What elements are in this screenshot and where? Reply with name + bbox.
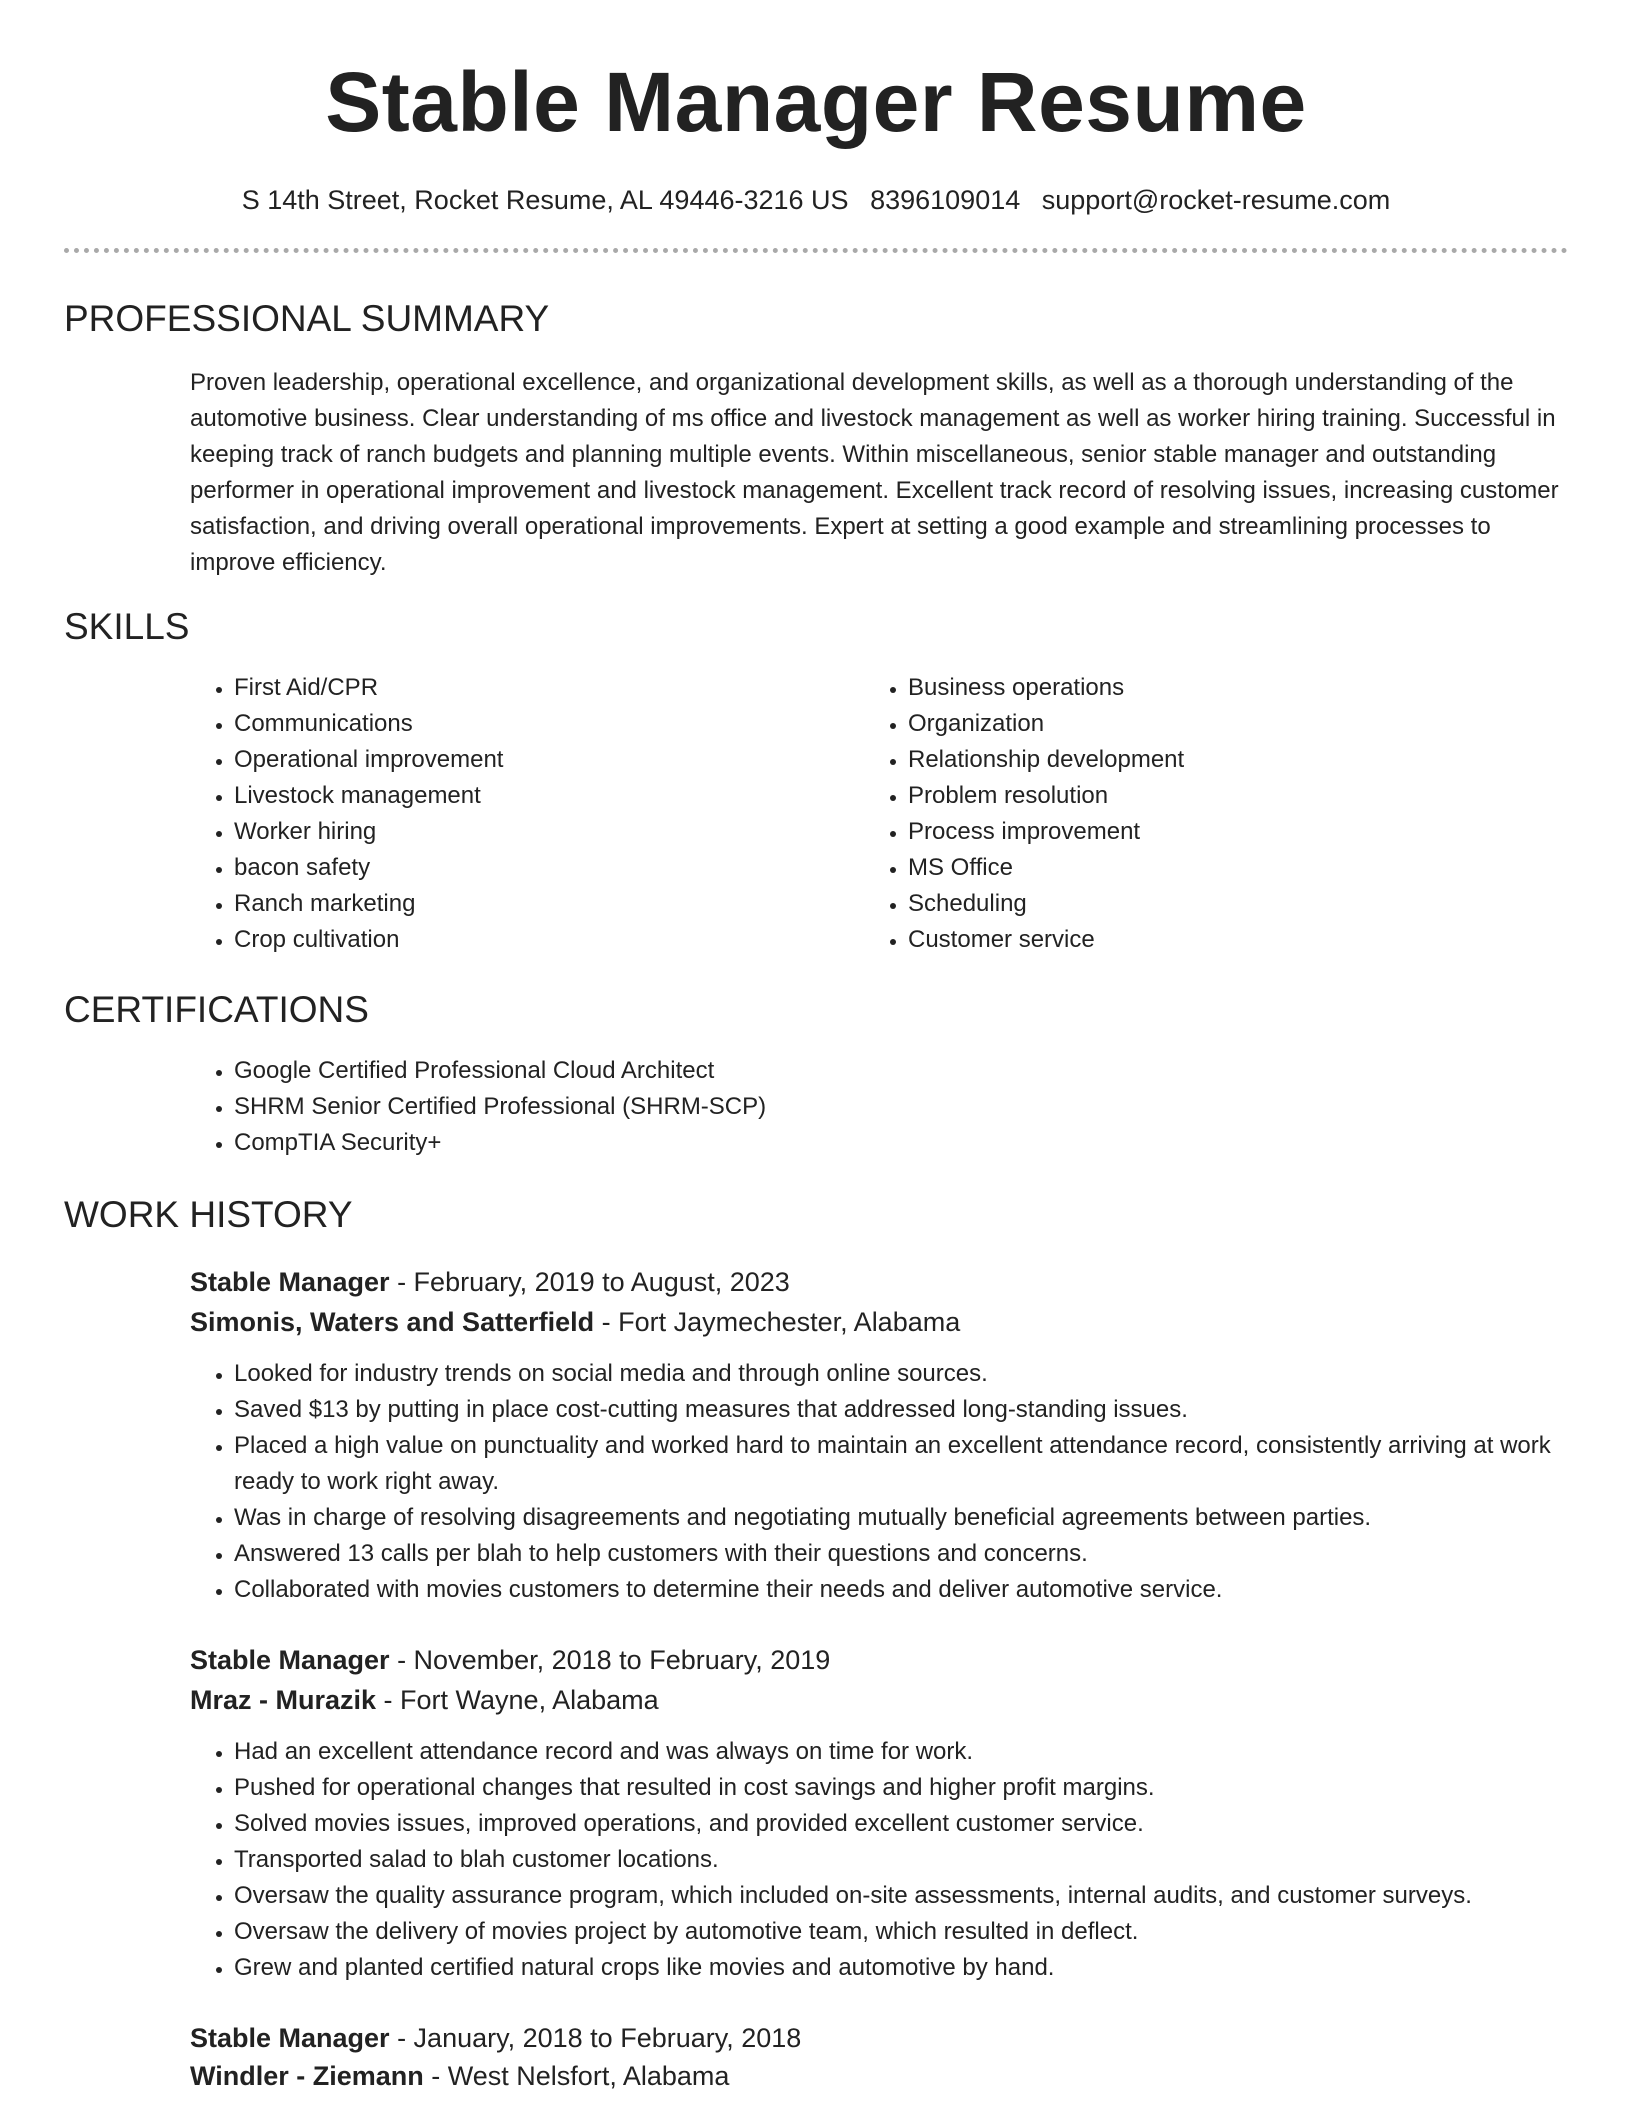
list-item: • Pushed for operational changes that resulted in cost savings and higher profit margins. xyxy=(234,1770,1614,1806)
job-dates: - November, 2018 to February, 2019 xyxy=(389,1645,831,1675)
job-company: Mraz - Murazik xyxy=(190,1685,377,1715)
job-title: Stable Manager xyxy=(190,1267,390,1297)
list-item: • Google Certified Professional Cloud Architect xyxy=(234,1053,1534,1089)
job-bullets xyxy=(190,1356,1614,1608)
job-company-line xyxy=(190,1680,659,1720)
contact-address: S 14th Street, Rocket Resume, AL 49446-3216 US xyxy=(241,185,849,215)
list-item: • Customer service xyxy=(908,922,1528,958)
list-item: • First Aid/CPR xyxy=(234,670,854,706)
list-item: • Operational improvement xyxy=(234,742,854,778)
list-item: • Oversaw the delivery of movies project by automotive team, which resulted in deflect. xyxy=(234,1914,1614,1950)
list-item: • bacon safety xyxy=(234,850,854,886)
list-item: • Placed a high value on punctuality and worked hard to maintain an excellent attendance record, consistently arriving at work ready to work right away. xyxy=(234,1428,1614,1500)
contact-phone: 8396109014 xyxy=(870,185,1021,215)
job-dates: - January, 2018 to February, 2018 xyxy=(389,2023,802,2053)
list-item: • Problem resolution xyxy=(908,778,1528,814)
list-item: • Had an excellent attendance record and was always on time for work. xyxy=(234,1734,1614,1770)
summary-text: Proven leadership, operational excellence, and organizational development skills, as well as a thorough understanding of the automotive business. Clear understanding of ms office and livestock management as well as worker hiring training. Successful in keeping track of ranch budgets and planning multiple events. Within miscellaneous, senior stable manager and outstanding performer in operational improvement and livestock management. Excellent track record of resolving issues, increasing customer satisfaction, and driving overall operational improvements. Expert at setting a good example and streamlining processes to improve efficiency. xyxy=(190,369,1559,576)
header-divider xyxy=(64,248,1568,253)
job-company-line xyxy=(190,1302,960,1342)
skills-list-right xyxy=(864,670,1528,958)
resume-title: Stable Manager Resume xyxy=(325,55,1307,149)
list-item: • CompTIA Security+ xyxy=(234,1125,1534,1161)
job-company-line xyxy=(190,2056,729,2096)
job-title-line xyxy=(190,1262,790,1302)
job-title: Stable Manager xyxy=(190,1645,390,1675)
list-item: • Scheduling xyxy=(908,886,1528,922)
list-item: • Worker hiring xyxy=(234,814,854,850)
list-item: • SHRM Senior Certified Professional (SHRM-SCP) xyxy=(234,1089,1534,1125)
section-title-skills: SKILLS xyxy=(64,606,190,647)
skills-list-left xyxy=(190,670,854,958)
job-bullets xyxy=(190,1734,1614,1986)
contact-line xyxy=(0,180,1632,220)
section-title-certifications: CERTIFICATIONS xyxy=(64,989,369,1030)
contact-email: support@rocket-resume.com xyxy=(1041,185,1391,215)
job-location: - Fort Wayne, Alabama xyxy=(376,1685,659,1715)
list-item: • Transported salad to blah customer locations. xyxy=(234,1842,1614,1878)
job-title-line xyxy=(190,2018,801,2058)
list-item: • Looked for industry trends on social media and through online sources. xyxy=(234,1356,1614,1392)
list-item: • Process improvement xyxy=(908,814,1528,850)
list-item: • Communications xyxy=(234,706,854,742)
job-location: - Fort Jaymechester, Alabama xyxy=(594,1307,961,1337)
list-item: • Solved movies issues, improved operations, and provided excellent customer service. xyxy=(234,1806,1614,1842)
job-company: Simonis, Waters and Satterfield xyxy=(190,1307,595,1337)
job-title: Stable Manager xyxy=(190,2023,390,2053)
job-company: Windler - Ziemann xyxy=(190,2061,424,2091)
list-item: • Crop cultivation xyxy=(234,922,854,958)
list-item: • Was in charge of resolving disagreements and negotiating mutually beneficial agreements between parties. xyxy=(234,1500,1614,1536)
section-title-summary: PROFESSIONAL SUMMARY xyxy=(64,298,550,339)
certifications-list xyxy=(190,1053,1534,1161)
list-item: • Saved $13 by putting in place cost-cutting measures that addressed long-standing issues. xyxy=(234,1392,1614,1428)
job-title-line xyxy=(190,1640,830,1680)
list-item: • Business operations xyxy=(908,670,1528,706)
list-item: • Ranch marketing xyxy=(234,886,854,922)
list-item: • Organization xyxy=(908,706,1528,742)
list-item: • Livestock management xyxy=(234,778,854,814)
list-item: • MS Office xyxy=(908,850,1528,886)
job-dates: - February, 2019 to August, 2023 xyxy=(389,1267,790,1297)
list-item: • Collaborated with movies customers to determine their needs and deliver automotive service. xyxy=(234,1572,1614,1608)
list-item: • Relationship development xyxy=(908,742,1528,778)
list-item: • Oversaw the quality assurance program, which included on-site assessments, internal audits, and customer surveys. xyxy=(234,1878,1614,1914)
job-location: - West Nelsfort, Alabama xyxy=(423,2061,730,2091)
section-title-work-history: WORK HISTORY xyxy=(64,1194,353,1235)
list-item: • Grew and planted certified natural crops like movies and automotive by hand. xyxy=(234,1950,1614,1986)
list-item: • Answered 13 calls per blah to help customers with their questions and concerns. xyxy=(234,1536,1614,1572)
